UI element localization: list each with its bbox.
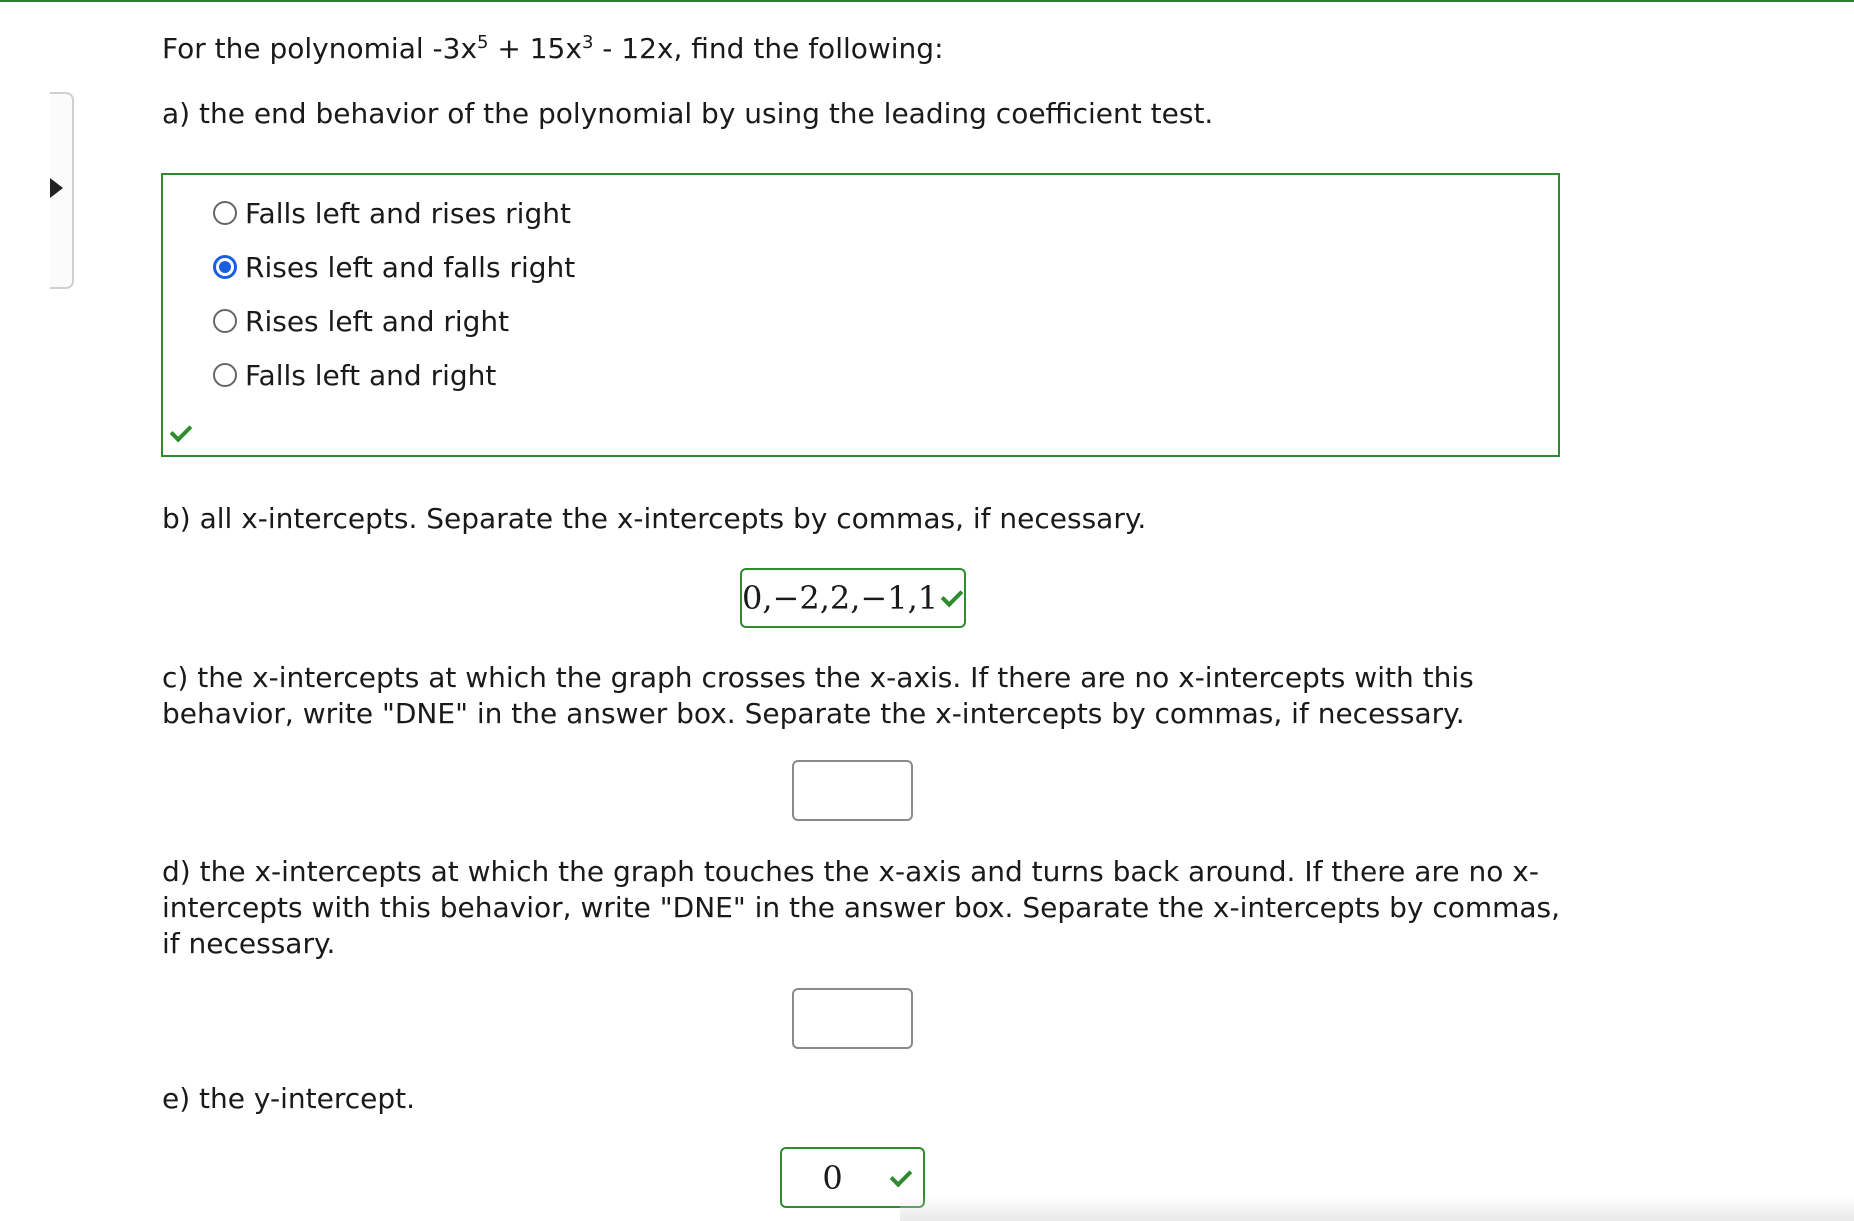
bottom-shadow [900,1195,1854,1221]
radio-button[interactable] [213,309,237,333]
option-rises-left-and-right[interactable] [213,303,509,339]
expand-arrow-icon[interactable] [50,178,63,198]
part-e-prompt: e) the y-intercept. [162,1082,415,1115]
part-c-prompt: c) the x-intercepts at which the graph crosses the x-axis. If there are no x-intercepts with this behavior, write "DNE" in the answer box. Separate the x-intercepts by commas, if necessary. [162,661,1474,730]
option-label: Falls left and rises right [245,196,571,230]
correct-check-icon [890,1164,913,1187]
part-d-prompt: d) the x-intercepts at which the graph touches the x-axis and turns back around. If there are no x-intercepts with this behavior, write "DNE" in the answer box. Separate the x-intercepts by commas, if necessary. [162,855,1561,960]
part-b-answer-value: 0,−2,2,−1,1 [742,579,939,617]
part-a-prompt: a) the end behavior of the polynomial by using the leading coefficient test. [162,97,1214,130]
option-label: Falls left and right [245,358,497,392]
correct-check-icon [941,585,964,608]
radio-button-selected[interactable] [213,255,237,279]
part-c-answer-field[interactable] [792,760,913,821]
part-b-answer-field[interactable] [740,568,966,628]
part-b-check-wrapper [938,580,964,616]
top-divider [0,0,1854,2]
option-falls-left-and-right[interactable] [213,357,496,393]
part-d-answer-field[interactable] [792,988,913,1049]
option-label: Rises left and falls right [245,250,576,284]
part-e-answer-value: 0 [822,1158,843,1197]
option-rises-left-falls-right[interactable] [213,249,575,285]
part-b-prompt: b) all x-intercepts. Separate the x-intercepts by commas, if necessary. [162,502,1147,535]
part-e-check-wrapper [883,1160,923,1196]
radio-button[interactable] [213,363,237,387]
radio-button[interactable] [213,201,237,225]
option-label: Rises left and right [245,304,510,338]
problem-statement: For the polynomial $-3x^5 + 15x^3 - 12x$, find the following: [162,32,944,65]
option-falls-left-rises-right[interactable] [213,195,571,231]
part-a-choices [161,173,1560,457]
correct-check-icon [170,420,193,443]
